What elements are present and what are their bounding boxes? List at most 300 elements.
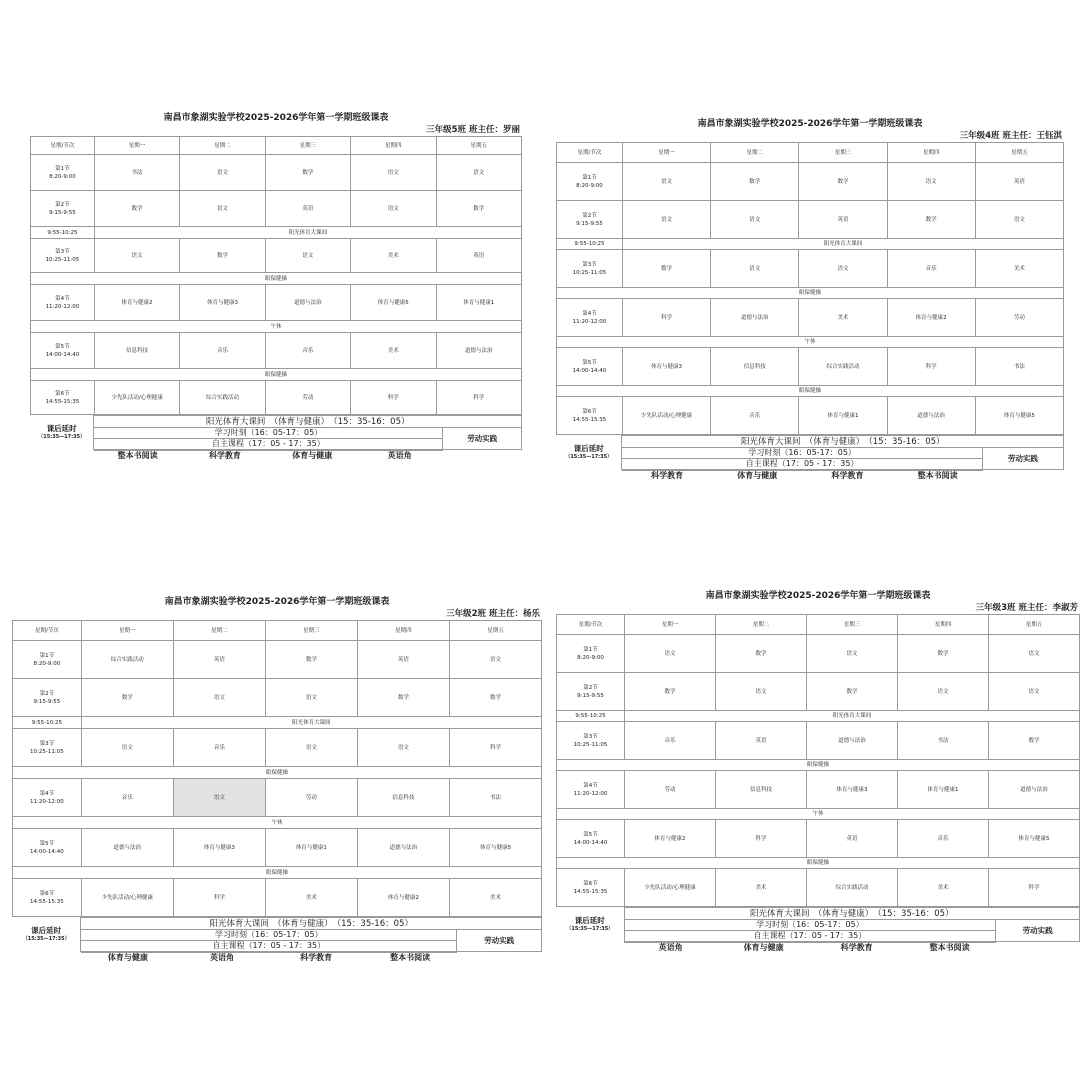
course-cell[interactable]: 道德与法治 — [436, 333, 521, 369]
period-time: 10:25-11:05 — [573, 741, 608, 748]
period-label — [557, 201, 623, 239]
period-label — [31, 381, 95, 415]
timetable — [556, 142, 1064, 435]
course-cell[interactable]: 语文 — [799, 250, 887, 288]
period-label — [13, 829, 82, 867]
header-cell: 星期/节次 — [31, 137, 95, 155]
course-item: 整本书阅读 — [903, 943, 996, 954]
course-cell[interactable]: 美术 — [799, 299, 887, 337]
course-cell[interactable]: 体育与健康3 — [180, 285, 265, 321]
period-label — [13, 641, 82, 679]
course-cell[interactable]: 音乐 — [711, 397, 799, 435]
course-cell[interactable]: 数学 — [711, 163, 799, 201]
course-item: 体育与健康 — [717, 943, 810, 954]
course-item: 整本书阅读 — [363, 953, 457, 964]
timetable — [30, 136, 522, 415]
course-cell[interactable]: 音乐 — [81, 779, 173, 817]
period-label — [557, 163, 623, 201]
course-cell[interactable]: 音乐 — [887, 250, 975, 288]
course-cell[interactable]: 语文 — [988, 635, 1079, 673]
course-cell[interactable]: 数学 — [897, 635, 988, 673]
break-label: 阳光体育大课间 — [622, 239, 1063, 250]
schedule-title: 南昌市象湖实验学校2025-2026学年第一学期班级课表 — [697, 119, 923, 129]
period-name: 第3节 — [582, 261, 597, 268]
course-cell[interactable]: 音乐 — [173, 729, 265, 767]
period-row — [557, 201, 1064, 239]
course-cell[interactable]: 语文 — [988, 673, 1079, 711]
after-school-table — [30, 415, 522, 450]
header-cell: 星期一 — [624, 615, 715, 635]
header-cell: 星期/节次 — [557, 143, 623, 163]
period-name: 第4节 — [583, 782, 598, 789]
course-cell[interactable]: 语文 — [94, 239, 179, 273]
course-cell[interactable]: 音乐 — [624, 722, 715, 760]
period-time: 9:15-9:55 — [33, 698, 61, 705]
course-cell[interactable]: 体育与健康5 — [975, 397, 1063, 435]
period-name: 第1节 — [583, 646, 598, 653]
course-cell[interactable]: 语文 — [265, 729, 357, 767]
after-school-label: 课后延时 — [573, 444, 604, 453]
course-cell[interactable]: 信息科技 — [711, 348, 799, 386]
after-school-label: 课后延时 — [31, 926, 62, 935]
period-row — [31, 333, 522, 369]
header-row — [557, 615, 1080, 635]
period-time: 14:55-15:35 — [573, 888, 608, 895]
period-row — [557, 771, 1080, 809]
timetable — [556, 614, 1080, 907]
eye-exercise-row: 眼保健操 — [557, 386, 1064, 397]
header-cell: 星期一 — [622, 143, 710, 163]
period-time: 14:00-14:40 — [572, 367, 607, 374]
course-cell[interactable]: 道德与法治 — [887, 397, 975, 435]
schedule-title: 南昌市象湖实验学校2025-2026学年第一学期班级课表 — [705, 591, 931, 601]
eye-exercise-row: 眼保健操 — [13, 867, 542, 879]
period-name: 第5节 — [582, 359, 597, 366]
break-label: 阳光体育大课间 — [624, 711, 1079, 722]
course-cell[interactable]: 少先队活动/心理健康 — [81, 879, 173, 917]
course-cell[interactable]: 信息科技 — [715, 771, 806, 809]
break-time: 9:55-10:25 — [557, 711, 625, 722]
course-cell[interactable]: 语文 — [806, 635, 897, 673]
course-cell[interactable]: 语文 — [81, 729, 173, 767]
schedule-sheet — [12, 596, 542, 964]
header-cell: 星期二 — [180, 137, 265, 155]
class-label: 三年级5班 班主任：罗丽 — [426, 125, 520, 135]
course-cell[interactable]: 综合实践活动 — [799, 348, 887, 386]
period-time: 8:20-9:00 — [577, 654, 604, 661]
period-label — [31, 155, 95, 191]
course-cell[interactable]: 体育与健康5 — [988, 820, 1079, 858]
period-name: 第4节 — [39, 790, 55, 797]
course-cell[interactable]: 美术 — [449, 879, 541, 917]
header-cell: 星期五 — [449, 621, 541, 641]
course-cell[interactable]: 劳动 — [265, 779, 357, 817]
period-name: 第3节 — [39, 740, 55, 747]
course-cell[interactable]: 语文 — [351, 191, 436, 227]
schedule-sheet — [30, 112, 522, 462]
period-row — [31, 381, 522, 415]
course-cell[interactable]: 数学 — [887, 201, 975, 239]
course-cell[interactable]: 语文 — [715, 673, 806, 711]
period-time: 8:20-9:00 — [49, 173, 76, 180]
period-time: 14:00-14:40 — [45, 351, 80, 358]
course-cell[interactable]: 道德与法治 — [81, 829, 173, 867]
header-cell: 星期/节次 — [13, 621, 82, 641]
period-label — [31, 285, 95, 321]
course-cell[interactable]: 科学 — [887, 348, 975, 386]
period-row — [557, 163, 1064, 201]
course-cell[interactable]: 语文 — [351, 155, 436, 191]
course-cell[interactable]: 数学 — [449, 679, 541, 717]
course-cell[interactable]: 语文 — [624, 635, 715, 673]
course-cell[interactable]: 科学 — [988, 869, 1079, 907]
period-name: 第3节 — [583, 733, 598, 740]
course-cell[interactable]: 美术 — [265, 879, 357, 917]
after-school-table — [556, 435, 1064, 470]
header-cell: 星期一 — [94, 137, 179, 155]
header-cell: 星期五 — [975, 143, 1063, 163]
after-school-label-cell — [12, 918, 81, 952]
after-school-study: 学习时刻（16：05-17：05） — [624, 920, 996, 931]
course-cell[interactable]: 英语 — [715, 722, 806, 760]
course-cell[interactable]: 音乐 — [265, 333, 350, 369]
period-row — [557, 348, 1064, 386]
after-school-sports: 阳光体育大课间 （体育与健康） （15：35-16：05） — [624, 908, 1079, 920]
course-cell[interactable]: 书法 — [94, 155, 179, 191]
course-cell[interactable]: 数学 — [624, 673, 715, 711]
period-row — [557, 250, 1064, 288]
header-cell: 星期四 — [897, 615, 988, 635]
header-row — [31, 137, 522, 155]
period-row — [557, 722, 1080, 760]
course-cell[interactable]: 少先队活动/心理健康 — [624, 869, 715, 907]
after-school-study: 学习时刻（16：05-17：05） — [622, 448, 982, 459]
course-cell[interactable]: 劳动 — [975, 299, 1063, 337]
course-cell[interactable]: 数学 — [988, 722, 1079, 760]
period-time: 8:20-9:00 — [576, 182, 603, 189]
period-label — [557, 250, 623, 288]
course-cell[interactable]: 语文 — [357, 729, 449, 767]
class-label: 三年级3班 班主任：李淑芳 — [975, 603, 1078, 613]
period-time: 14:00-14:40 — [30, 848, 64, 855]
header-cell: 星期二 — [715, 615, 806, 635]
course-cell[interactable]: 体育与健康2 — [887, 299, 975, 337]
course-cell[interactable]: 语文 — [711, 201, 799, 239]
course-cell[interactable]: 道德与法治 — [806, 722, 897, 760]
course-cell[interactable]: 英语 — [975, 163, 1063, 201]
course-cell[interactable]: 数学 — [436, 191, 521, 227]
period-time: 11:20-12:00 — [572, 318, 607, 325]
course-cell[interactable]: 美术 — [351, 239, 436, 273]
course-cell[interactable]: 体育与健康5 — [449, 829, 541, 867]
course-cell[interactable]: 科学 — [715, 820, 806, 858]
labor-practice: 劳动实践 — [443, 428, 522, 450]
eye-exercise-row: 眼保健操 — [557, 760, 1080, 771]
timetable — [12, 620, 542, 917]
period-time: 14:55-15:35 — [45, 398, 80, 405]
course-cell[interactable]: 综合实践活动 — [180, 381, 265, 415]
after-school-table — [556, 907, 1080, 942]
lunch-row: 午休 — [31, 321, 522, 333]
course-cell[interactable]: 英语 — [806, 820, 897, 858]
course-cell[interactable]: 数学 — [265, 155, 350, 191]
course-cell[interactable]: 书法 — [897, 722, 988, 760]
period-time: 11:20-12:00 — [45, 303, 80, 310]
course-cell[interactable]: 劳动 — [624, 771, 715, 809]
eye-exercise-row: 眼保健操 — [557, 858, 1080, 869]
after-school-elective: 自主课程（17：05 - 17：35） — [624, 931, 996, 942]
course-cell[interactable]: 体育与健康2 — [357, 879, 449, 917]
course-cell[interactable]: 语文 — [622, 163, 710, 201]
period-row — [557, 635, 1080, 673]
period-time: 14:00-14:40 — [573, 839, 608, 846]
period-name: 第1节 — [39, 652, 55, 659]
period-label — [557, 673, 625, 711]
course-cell[interactable]: 体育与健康1 — [265, 829, 357, 867]
labor-practice: 劳动实践 — [982, 448, 1063, 470]
lunch-row: 午休 — [557, 809, 1080, 820]
period-row — [557, 673, 1080, 711]
course-cell[interactable]: 语文 — [622, 201, 710, 239]
header-cell: 星期四 — [887, 143, 975, 163]
course-cell[interactable]: 语文 — [711, 250, 799, 288]
course-item: 英语角 — [175, 953, 269, 964]
period-row — [557, 869, 1080, 907]
period-row — [31, 191, 522, 227]
course-cell[interactable]: 美术 — [975, 250, 1063, 288]
course-cell[interactable]: 少先队活动/心理健康 — [94, 381, 179, 415]
header-cell: 星期三 — [799, 143, 887, 163]
break-label: 阳光体育大课间 — [94, 227, 521, 239]
after-school-label: 课后延时 — [46, 424, 77, 433]
break-time: 9:55-10:25 — [31, 227, 95, 239]
period-label — [13, 729, 82, 767]
header-cell: 星期四 — [351, 137, 436, 155]
course-cell[interactable]: 劳动 — [265, 381, 350, 415]
period-row — [31, 155, 522, 191]
break-label: 阳光体育大课间 — [81, 717, 541, 729]
course-item: 整本书阅读 — [94, 451, 181, 462]
course-cell[interactable]: 科学 — [622, 299, 710, 337]
after-school-label-cell — [556, 908, 624, 942]
break-time: 9:55-10:25 — [13, 717, 82, 729]
course-cell[interactable]: 道德与法治 — [711, 299, 799, 337]
period-label — [31, 191, 95, 227]
course-cell[interactable]: 体育与健康3 — [173, 829, 265, 867]
after-school-sports: 阳光体育大课间 （体育与健康） （15：35-16：05） — [622, 436, 1064, 448]
header-cell: 星期五 — [988, 615, 1079, 635]
course-cell[interactable]: 语文 — [887, 163, 975, 201]
period-row — [31, 285, 522, 321]
period-label — [557, 771, 625, 809]
course-cell[interactable]: 书法 — [975, 348, 1063, 386]
course-item: 体育与健康 — [269, 451, 356, 462]
period-label — [557, 397, 623, 435]
course-item: 英语角 — [356, 451, 443, 462]
period-time: 11:20-12:00 — [573, 790, 608, 797]
course-cell[interactable]: 数学 — [806, 673, 897, 711]
course-cell[interactable]: 美术 — [351, 333, 436, 369]
period-label — [557, 348, 623, 386]
course-cell[interactable]: 信息科技 — [357, 779, 449, 817]
course-cell[interactable]: 体育与健康1 — [897, 771, 988, 809]
course-item: 科学教育 — [269, 953, 363, 964]
course-cell[interactable]: 体育与健康1 — [799, 397, 887, 435]
course-list — [556, 942, 1080, 954]
course-item: 整本书阅读 — [893, 471, 983, 482]
after-school-label-cell — [30, 416, 94, 450]
course-cell[interactable]: 数学 — [265, 641, 357, 679]
course-cell[interactable]: 语文 — [449, 641, 541, 679]
period-row — [557, 820, 1080, 858]
course-cell[interactable]: 科学 — [436, 381, 521, 415]
period-row — [13, 879, 542, 917]
period-name: 第6节 — [55, 390, 70, 397]
period-label — [557, 635, 625, 673]
header-cell: 星期二 — [173, 621, 265, 641]
course-cell[interactable]: 数学 — [799, 163, 887, 201]
period-name: 第3节 — [55, 248, 70, 255]
course-cell[interactable]: 英语 — [173, 641, 265, 679]
course-cell[interactable]: 英语 — [799, 201, 887, 239]
course-cell[interactable]: 语文 — [173, 679, 265, 717]
course-cell[interactable]: 数学 — [81, 679, 173, 717]
course-cell[interactable]: 英语 — [265, 191, 350, 227]
after-school-time: （15:35—17:35） — [566, 926, 614, 932]
course-item: 科学教育 — [810, 943, 903, 954]
course-cell[interactable]: 音乐 — [180, 333, 265, 369]
period-time: 10:25-11:05 — [45, 256, 80, 263]
course-cell[interactable]: 语文 — [173, 779, 265, 817]
course-cell[interactable]: 数学 — [94, 191, 179, 227]
course-cell[interactable]: 体育与健康3 — [806, 771, 897, 809]
course-cell[interactable]: 语文 — [180, 191, 265, 227]
period-label — [13, 779, 82, 817]
eye-exercise-row: 眼保健操 — [557, 288, 1064, 299]
course-list — [556, 470, 1064, 482]
course-cell[interactable]: 科学 — [351, 381, 436, 415]
period-label — [557, 299, 623, 337]
header-cell: 星期一 — [81, 621, 173, 641]
course-item: 体育与健康 — [81, 953, 175, 964]
eye-exercise-row: 眼保健操 — [31, 369, 522, 381]
course-cell[interactable]: 综合实践活动 — [806, 869, 897, 907]
break-row — [31, 227, 522, 239]
period-time: 10:25-11:05 — [30, 748, 64, 755]
course-cell[interactable]: 道德与法治 — [265, 285, 350, 321]
course-cell[interactable]: 体育与健康2 — [94, 285, 179, 321]
course-cell[interactable]: 语文 — [265, 679, 357, 717]
lunch-row: 午休 — [13, 817, 542, 829]
period-name: 第4节 — [582, 310, 597, 317]
period-time: 9:15-9:55 — [576, 220, 603, 227]
class-label: 三年级2班 班主任：杨乐 — [446, 609, 540, 619]
after-school-elective: 自主课程（17：05 - 17：35） — [94, 439, 443, 450]
period-row — [13, 641, 542, 679]
course-cell[interactable]: 美术 — [715, 869, 806, 907]
course-cell[interactable]: 语文 — [265, 239, 350, 273]
period-time: 9:15-9:55 — [49, 209, 76, 216]
header-cell: 星期五 — [436, 137, 521, 155]
period-name: 第2节 — [39, 690, 55, 697]
course-cell[interactable]: 数学 — [622, 250, 710, 288]
break-row — [557, 711, 1080, 722]
break-row — [557, 239, 1064, 250]
course-cell[interactable]: 科学 — [173, 879, 265, 917]
period-name: 第5节 — [39, 840, 55, 847]
course-cell[interactable]: 数学 — [357, 679, 449, 717]
header-row — [13, 621, 542, 641]
course-item: 体育与健康 — [712, 471, 802, 482]
course-cell[interactable]: 语文 — [897, 673, 988, 711]
course-item: 英语角 — [624, 943, 717, 954]
after-school-elective: 自主课程（17：05 - 17：35） — [81, 941, 457, 952]
period-row — [13, 729, 542, 767]
course-cell[interactable]: 数学 — [180, 239, 265, 273]
course-cell[interactable]: 语文 — [180, 155, 265, 191]
period-label — [13, 679, 82, 717]
after-school-study: 学习时刻（16：05-17：05） — [94, 428, 443, 439]
period-row — [557, 397, 1064, 435]
course-cell[interactable]: 道德与法治 — [988, 771, 1079, 809]
period-time: 11:20-12:00 — [30, 798, 64, 805]
period-label — [13, 879, 82, 917]
course-item: 科学教育 — [181, 451, 268, 462]
period-time: 10:25-11:05 — [572, 269, 607, 276]
after-school-elective: 自主课程（17：05 - 17：35） — [622, 459, 982, 470]
course-cell[interactable]: 信息科技 — [94, 333, 179, 369]
course-cell[interactable]: 体育与健康2 — [624, 820, 715, 858]
period-label — [31, 333, 95, 369]
course-cell[interactable]: 体育与健康5 — [351, 285, 436, 321]
course-cell[interactable]: 少先队活动/心理健康 — [622, 397, 710, 435]
course-cell[interactable]: 科学 — [449, 729, 541, 767]
eye-exercise-row: 眼保健操 — [13, 767, 542, 779]
course-cell[interactable]: 书法 — [449, 779, 541, 817]
period-name: 第2节 — [583, 684, 598, 691]
course-cell[interactable]: 语文 — [436, 155, 521, 191]
course-cell[interactable]: 数学 — [715, 635, 806, 673]
course-cell[interactable]: 体育与健康1 — [436, 285, 521, 321]
lunch-row: 午休 — [557, 337, 1064, 348]
break-time: 9:55-10:25 — [557, 239, 623, 250]
period-time: 14:55-15:35 — [572, 416, 607, 423]
course-cell[interactable]: 美术 — [897, 869, 988, 907]
course-cell[interactable]: 体育与健康3 — [622, 348, 710, 386]
period-row — [13, 679, 542, 717]
schedule-sheet — [556, 590, 1080, 954]
period-row — [13, 779, 542, 817]
header-cell: 星期四 — [357, 621, 449, 641]
period-name: 第1节 — [55, 165, 70, 172]
labor-practice: 劳动实践 — [996, 920, 1080, 942]
period-name: 第4节 — [55, 295, 70, 302]
course-cell[interactable]: 英语 — [436, 239, 521, 273]
course-cell[interactable]: 音乐 — [897, 820, 988, 858]
header-row — [557, 143, 1064, 163]
course-cell[interactable]: 语文 — [975, 201, 1063, 239]
period-row — [557, 299, 1064, 337]
course-cell[interactable]: 道德与法治 — [357, 829, 449, 867]
course-cell[interactable]: 综合实践活动 — [81, 641, 173, 679]
course-item: 科学教育 — [622, 471, 712, 482]
period-time: 8:20-9:00 — [33, 660, 61, 667]
eye-exercise-row: 眼保健操 — [31, 273, 522, 285]
course-cell[interactable]: 英语 — [357, 641, 449, 679]
course-list — [12, 952, 542, 964]
after-school-label: 课后延时 — [574, 916, 605, 925]
after-school-sports: 阳光体育大课间 （体育与健康） （15：35-16：05） — [94, 416, 522, 428]
